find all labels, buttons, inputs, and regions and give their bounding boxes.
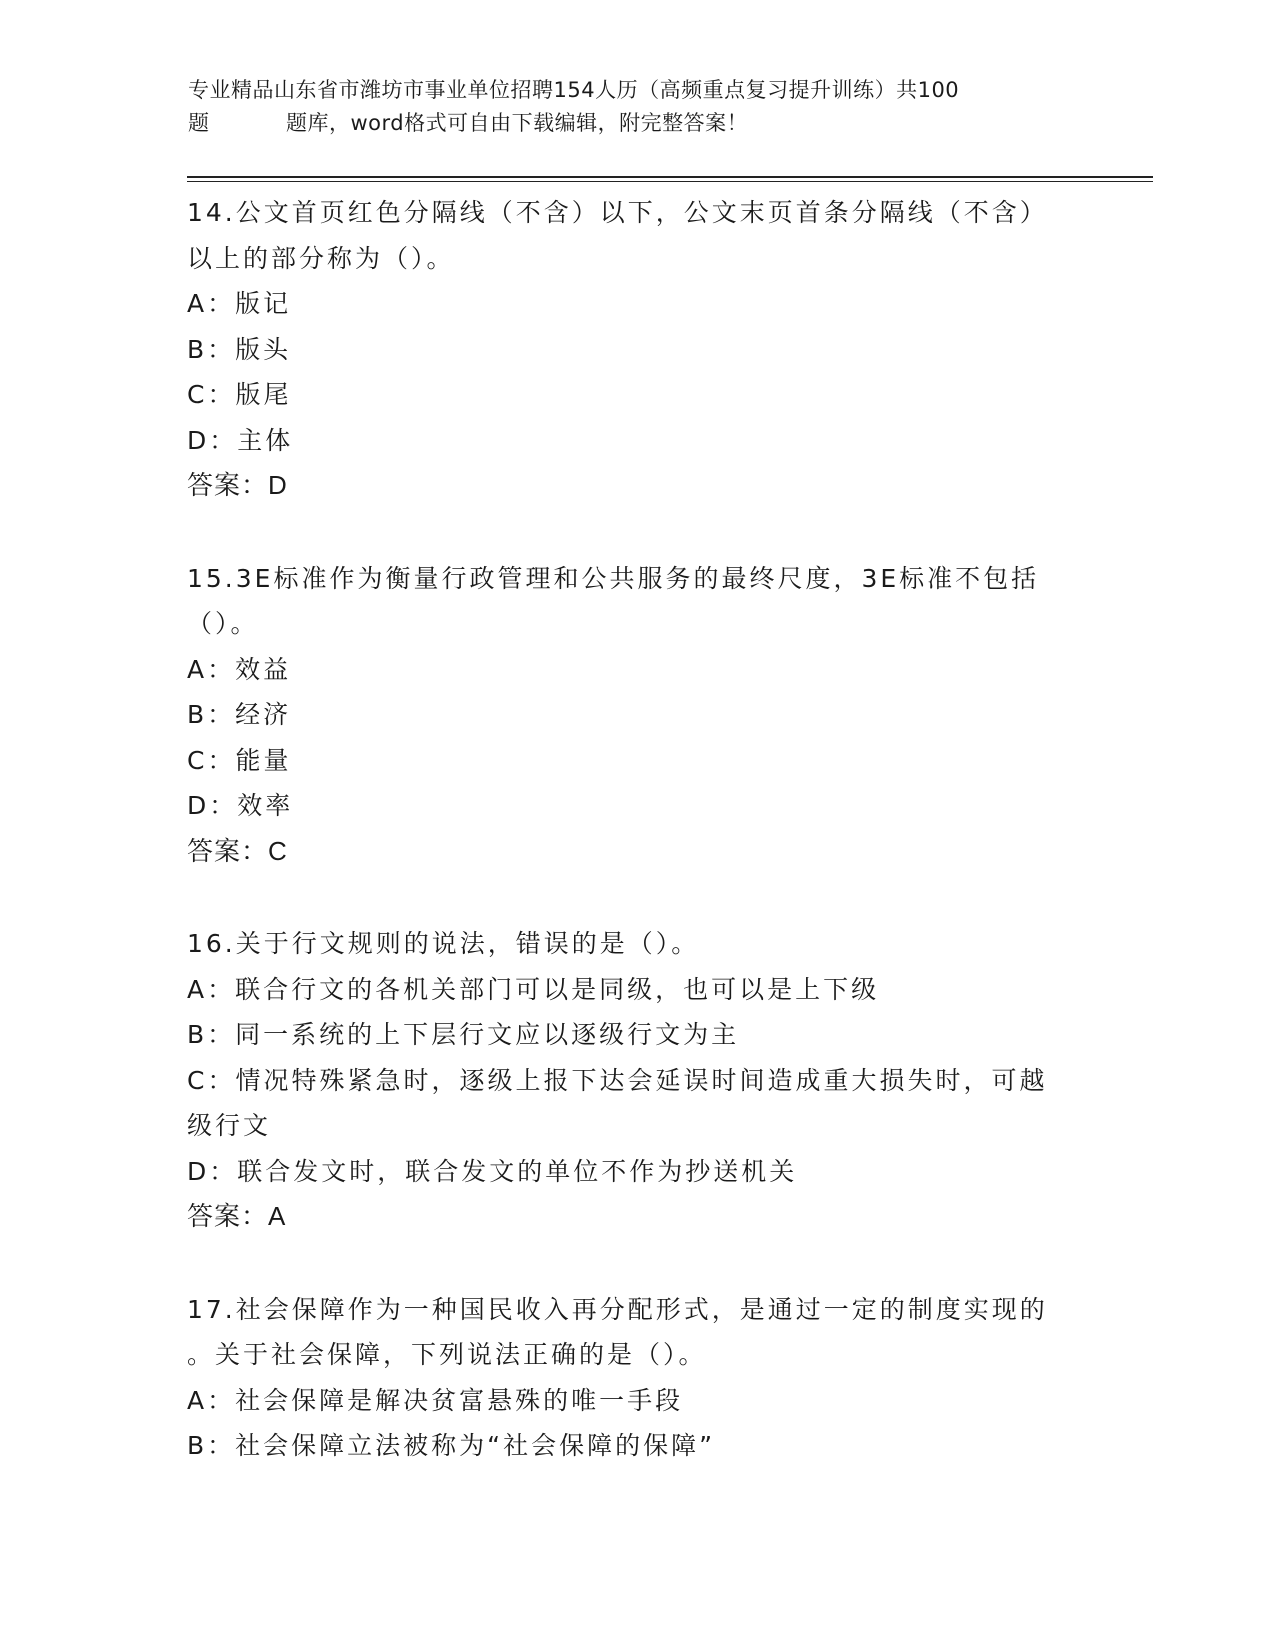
question-stem: （）。 xyxy=(187,609,259,638)
option-b: B：经济 xyxy=(187,700,292,729)
question-14 xyxy=(187,190,1087,509)
question-15 xyxy=(187,556,1087,875)
option-c: C：情况特殊紧急时，逐级上报下达会延误时间造成重大损失时，可越 xyxy=(187,1065,1048,1095)
option-b: B：社会保障立法被称为“社会保障的保障” xyxy=(187,1431,716,1460)
option-c: C：能量 xyxy=(187,745,292,775)
option-a: A：效益 xyxy=(187,654,292,684)
question-stem: 以上的部分称为（）。 xyxy=(187,243,455,273)
header-line-1: 专业精品山东省市潍坊市事业单位招聘154人历（高频重点复习提升训练）共100 xyxy=(188,78,960,102)
header-divider xyxy=(187,176,1153,178)
header-line-2-right: 题库，word格式可自由下载编辑，附完整答案！ xyxy=(286,111,749,135)
question-stem: 14.公文首页红色分隔线（不含）以下，公文末页首条分隔线（不含） xyxy=(187,198,1048,227)
question-list xyxy=(187,190,1087,1516)
header-line-2 xyxy=(188,107,1088,140)
option-a: A：版记 xyxy=(187,289,292,318)
option-d: D：主体 xyxy=(187,425,294,455)
question-stem: 17.社会保障作为一种国民收入再分配形式，是通过一定的制度实现的 xyxy=(187,1294,1048,1324)
answer: 答案：C xyxy=(187,835,288,866)
answer: 答案：A xyxy=(187,1201,287,1231)
question-16 xyxy=(187,921,1087,1240)
option-d: D：效率 xyxy=(187,791,294,820)
document-header xyxy=(188,74,1088,140)
option-b: B：同一系统的上下层行文应以逐级行文为主 xyxy=(187,1020,740,1049)
question-stem: 16.关于行文规则的说法，错误的是（）。 xyxy=(187,929,700,958)
option-b: B：版头 xyxy=(187,334,292,364)
question-stem: 。关于社会保障，下列说法正确的是（）。 xyxy=(187,1340,707,1369)
option-c-continued: 级行文 xyxy=(187,1111,272,1140)
option-c: C：版尾 xyxy=(187,380,292,409)
question-17 xyxy=(187,1287,1087,1469)
option-a: A：联合行文的各机关部门可以是同级，也可以是上下级 xyxy=(187,974,880,1004)
header-divider-thin xyxy=(187,181,1153,182)
answer: 答案：D xyxy=(187,470,288,500)
header-line-2-left: 题 xyxy=(188,111,210,135)
question-stem: 15.3E标准作为衡量行政管理和公共服务的最终尺度，3E标准不包括 xyxy=(187,563,1040,593)
option-a: A：社会保障是解决贫富悬殊的唯一手段 xyxy=(187,1385,684,1415)
option-d: D：联合发文时，联合发文的单位不作为抄送机关 xyxy=(187,1156,798,1186)
